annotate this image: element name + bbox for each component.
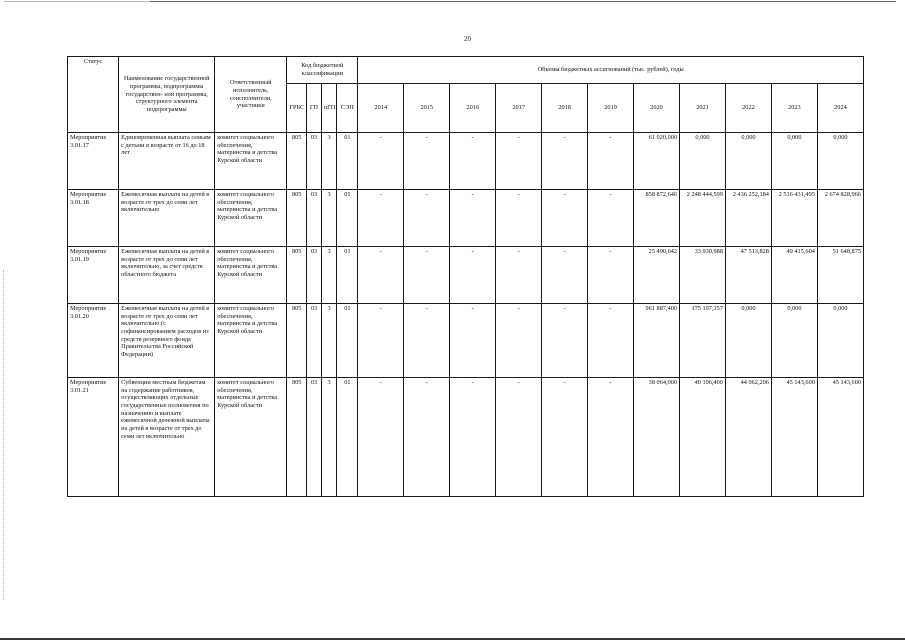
row-value: 2 436 252,184 — [725, 190, 771, 247]
row-status: Мероприятие 3.01.18 — [68, 190, 119, 247]
row-executor: комитет социального обеспечения, материнства и детства Курской области — [215, 378, 287, 497]
header-year: 2020 — [634, 84, 680, 133]
row-value: 45 143,600 — [817, 378, 863, 497]
row-value: - — [496, 190, 542, 247]
row-pgp: 3 — [321, 190, 337, 247]
row-value: - — [404, 190, 450, 247]
row-name: Ежемесячная выплата на детей в возрасте от трех до семи лет включительно — [119, 190, 215, 247]
budget-table — [67, 56, 864, 497]
header-year: 2014 — [358, 84, 404, 133]
header-classification: Код бюджетной классификации — [287, 57, 358, 84]
row-value: - — [450, 304, 496, 378]
row-status: Мероприятие 3.01.21 — [68, 378, 119, 497]
row-value: - — [496, 247, 542, 304]
row-value: - — [450, 378, 496, 497]
row-value: - — [358, 378, 404, 497]
row-value: 45 143,600 — [771, 378, 817, 497]
row-value: 47 513,828 — [725, 247, 771, 304]
table-row — [68, 190, 864, 247]
row-sep: 01 — [337, 304, 358, 378]
row-name: Единовременная выплата семьям с детьми в возрасте от 16 до 18 лет — [119, 133, 215, 190]
row-sep: 01 — [337, 133, 358, 190]
header-year: 2021 — [680, 84, 726, 133]
row-value: 0,000 — [771, 133, 817, 190]
header-executor: Ответственный исполнитель, соисполнители, участники — [215, 57, 287, 133]
row-value: - — [404, 247, 450, 304]
header-year: 2017 — [496, 84, 542, 133]
row-gp: 03 — [307, 304, 322, 378]
row-value: - — [450, 190, 496, 247]
row-value: 0,000 — [817, 133, 863, 190]
row-grbs: 805 — [287, 133, 307, 190]
row-value: 25 490,642 — [634, 247, 680, 304]
row-value: - — [358, 247, 404, 304]
row-value: - — [542, 378, 588, 497]
header-volumes: Объемы бюджетных ассигнований (тыс. рублей), годы — [358, 57, 864, 84]
row-executor: комитет социального обеспечения, материнства и детства Курской области — [215, 190, 287, 247]
row-name: Ежемесячная выплата на детей в возрасте от трех до семи лет включительно (с софинансированием расходов из средств резервного фонда Правительства Российской Федерации) — [119, 304, 215, 378]
row-value: - — [496, 378, 542, 497]
row-value: 61 020,000 — [634, 133, 680, 190]
row-value: - — [542, 133, 588, 190]
row-gp: 03 — [307, 190, 322, 247]
row-value: - — [588, 304, 634, 378]
row-value: - — [358, 304, 404, 378]
row-value: 2 674 828,966 — [817, 190, 863, 247]
header-name: Наименование государственной программы, подпрограммы государствен- ной программы, структурного элемента подпрограммы — [119, 57, 215, 133]
row-value: 961 887,400 — [634, 304, 680, 378]
row-value: 49 415,604 — [771, 247, 817, 304]
row-value: - — [404, 304, 450, 378]
row-name: Ежемесячная выплата на детей в возрасте от трех до семи лет включительно, за счет средств областного бюджета — [119, 247, 215, 304]
row-value: - — [358, 190, 404, 247]
row-value: - — [404, 378, 450, 497]
row-value: - — [542, 190, 588, 247]
row-value: - — [588, 247, 634, 304]
row-executor: комитет социального обеспечения, материнства и детства Курской области — [215, 133, 287, 190]
header-code-sep: СЭП — [337, 84, 358, 133]
row-value: - — [404, 133, 450, 190]
header-code-pgp: пГП — [321, 84, 337, 133]
row-executor: комитет социального обеспечения, материнства и детства Курской области — [215, 304, 287, 378]
row-executor: комитет социального обеспечения, материнства и детства Курской области — [215, 247, 287, 304]
row-pgp: 3 — [321, 133, 337, 190]
row-value: - — [542, 304, 588, 378]
header-year: 2018 — [542, 84, 588, 133]
row-status: Мероприятие 3.01.17 — [68, 133, 119, 190]
row-value: - — [450, 247, 496, 304]
row-value: - — [496, 304, 542, 378]
row-status: Мероприятие 3.01.20 — [68, 304, 119, 378]
table-row — [68, 304, 864, 378]
row-sep: 01 — [337, 247, 358, 304]
table-row — [68, 133, 864, 190]
row-value: 51 648,875 — [817, 247, 863, 304]
row-value: 38 064,000 — [634, 378, 680, 497]
row-grbs: 805 — [287, 190, 307, 247]
row-value: 0,000 — [725, 133, 771, 190]
row-value: - — [496, 133, 542, 190]
row-pgp: 3 — [321, 304, 337, 378]
row-value: 2 516 431,495 — [771, 190, 817, 247]
row-value: - — [588, 378, 634, 497]
header-status: Статус — [68, 57, 119, 133]
header-year: 2022 — [725, 84, 771, 133]
row-value: 858 872,646 — [634, 190, 680, 247]
row-grbs: 805 — [287, 247, 307, 304]
row-value: - — [450, 133, 496, 190]
row-gp: 03 — [307, 378, 322, 497]
row-value: 0,000 — [680, 133, 726, 190]
row-sep: 01 — [337, 378, 358, 497]
header-year: 2015 — [404, 84, 450, 133]
scan-edge-top-dark — [150, 1, 896, 2]
scan-edge-left — [3, 270, 5, 600]
row-value: 0,000 — [817, 304, 863, 378]
header-year: 2023 — [771, 84, 817, 133]
row-value: 0,000 — [771, 304, 817, 378]
row-sep: 01 — [337, 190, 358, 247]
row-grbs: 805 — [287, 378, 307, 497]
row-value: 40 196,400 — [680, 378, 726, 497]
header-year: 2024 — [817, 84, 863, 133]
row-value: 0,000 — [725, 304, 771, 378]
row-value: - — [358, 133, 404, 190]
row-grbs: 805 — [287, 304, 307, 378]
row-gp: 03 — [307, 247, 322, 304]
row-value: 44 962,206 — [725, 378, 771, 497]
row-pgp: 3 — [321, 378, 337, 497]
header-year: 2019 — [588, 84, 634, 133]
header-code-gp: ГП — [307, 84, 322, 133]
header-year: 2016 — [450, 84, 496, 133]
row-value: - — [588, 133, 634, 190]
row-status: Мероприятие 3.01.19 — [68, 247, 119, 304]
header-code-grbs: ГРБС — [287, 84, 307, 133]
page-number: 20 — [464, 35, 471, 43]
header-row-1 — [68, 57, 864, 84]
row-pgp: 3 — [321, 247, 337, 304]
table-row — [68, 247, 864, 304]
row-value: 175 197,357 — [680, 304, 726, 378]
row-value: 33 930,988 — [680, 247, 726, 304]
row-value: - — [588, 190, 634, 247]
row-value: - — [542, 247, 588, 304]
row-value: 2 248 444,599 — [680, 190, 726, 247]
row-name: Субвенции местным бюджетам на содержание работников, осуществляющих отдельные государственные полномочия по назначению и выплате ежемесячной денежной выплаты на детей в возрасте от трех до семи лет включительно — [119, 378, 215, 497]
table-row — [68, 378, 864, 497]
row-gp: 03 — [307, 133, 322, 190]
